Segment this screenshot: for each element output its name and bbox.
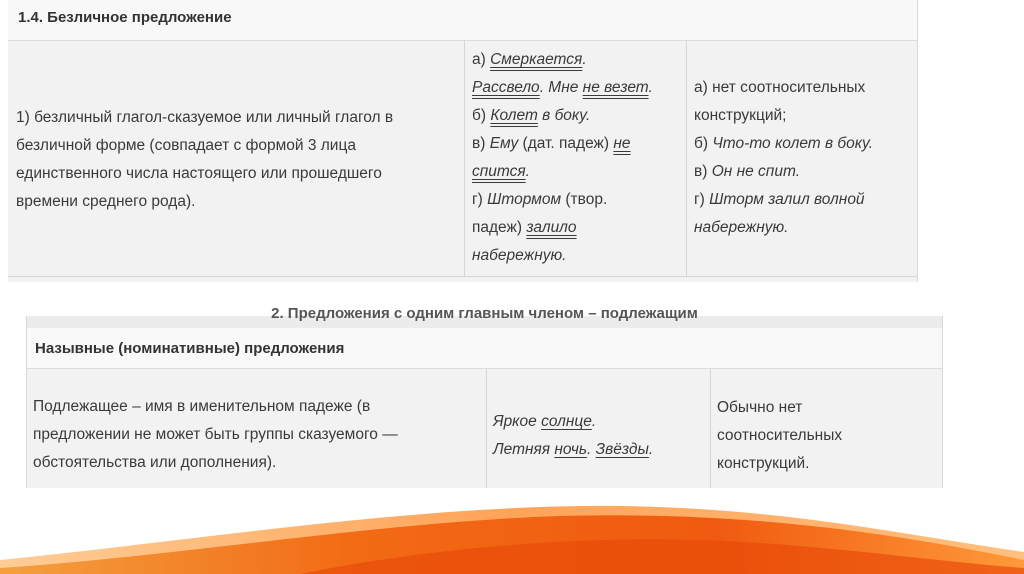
examples-cell (472, 46, 684, 270)
construction-g-line2: набережную. (694, 219, 789, 236)
example-v-line2: спится. (472, 163, 530, 180)
construction-line: конструкций. (717, 455, 810, 472)
example-line2: Летняя ночь. Звёзды. (493, 441, 654, 458)
row-divider (8, 276, 917, 277)
construction-g-line1: г) Шторм залил волной (694, 191, 865, 208)
partial-section-title: 2. Предложения с одним главным членом – подлежащим (27, 316, 942, 329)
constructions-cell (694, 74, 914, 242)
definition-line: единственного числа настоящего или прошедшего (16, 165, 382, 182)
example-b: б) Колет в боку. (472, 107, 591, 124)
example-line1: Яркое солнце. (493, 413, 597, 430)
example-g-line3: набережную. (472, 247, 567, 264)
table-nominative-sentence (26, 305, 943, 488)
orange-wave-decoration (0, 464, 1024, 574)
definition-line: предложении не может быть группы сказуемого — (33, 426, 398, 443)
construction-line: Обычно нет (717, 399, 803, 416)
table-title: Назывные (номинативные) предложения (27, 328, 942, 369)
example-g-line1: г) Штормом (твор. (472, 191, 608, 208)
construction-line: соотносительных (717, 427, 843, 444)
definition-line: обстоятельства или дополнения). (33, 454, 277, 471)
definition-cell (16, 104, 461, 216)
construction-a-line2: конструкций; (694, 107, 787, 124)
column-divider (464, 40, 465, 276)
column-divider (686, 40, 687, 276)
definition-line: времени среднего рода). (16, 193, 196, 210)
example-a-line2: Рассвело. Мне не везет. (472, 79, 653, 96)
construction-b: б) Что-то колет в боку. (694, 135, 874, 152)
construction-v: в) Он не спит. (694, 163, 800, 180)
definition-line: безличной форме (совпадает с формой 3 лица (16, 137, 356, 154)
example-g-line2: падеж) залило (472, 219, 577, 236)
example-v-line1: в) Ему (дат. падеж) не (472, 135, 631, 152)
examples-cell (493, 408, 708, 464)
construction-a-line1: а) нет соотносительных (694, 79, 866, 96)
table-impersonal-sentence (8, 0, 918, 282)
definition-line: 1) безличный глагол-сказуемое или личный глагол в (16, 109, 394, 126)
definition-line: Подлежащее – имя в именительном падеже (в (33, 398, 371, 415)
table-title: 1.4. Безличное предложение (8, 0, 917, 41)
example-a-line1: а) Смеркается. (472, 51, 587, 68)
